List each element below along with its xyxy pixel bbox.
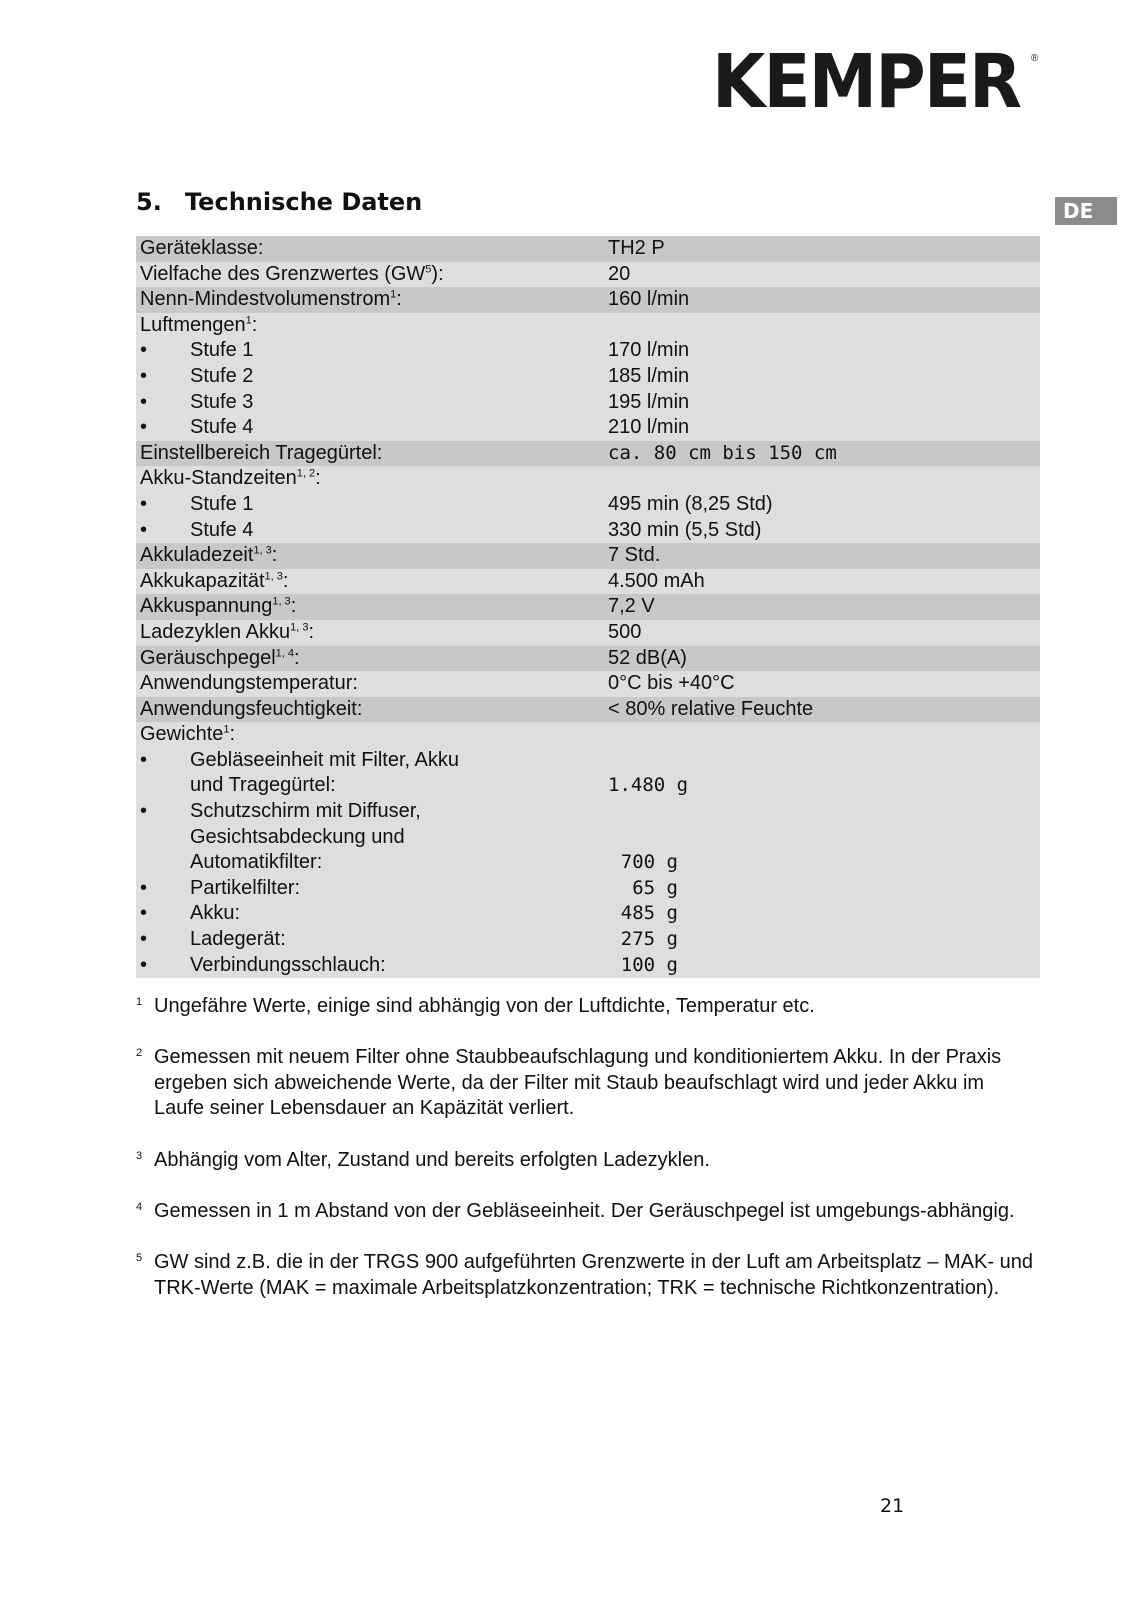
kemper-logo: KEMPER [712, 39, 1021, 125]
spec-value: 7 Std. [608, 544, 661, 567]
spec-row-anwendungstemperatur [136, 671, 1040, 697]
spec-subrow [136, 901, 1040, 927]
bullet: • [140, 339, 148, 362]
spec-sublabel: Schutzschirm mit Diffuser, [190, 800, 421, 823]
spec-value: 700 g [620, 851, 678, 874]
spec-row-luftmengen [136, 313, 1040, 339]
bullet: • [140, 518, 148, 541]
spec-row-geraeteklasse [136, 236, 1040, 262]
footnote-mark: 4 [136, 1200, 143, 1213]
footnote-mark: 1 [136, 996, 143, 1008]
footnote [136, 1199, 1036, 1225]
spec-value: 170 l/min [608, 339, 690, 362]
spec-value: 330 min (5,5 Std) [608, 518, 762, 541]
bullet: • [140, 390, 148, 413]
bullet: • [140, 492, 148, 515]
spec-value: 495 min (8,25 Std) [608, 492, 773, 515]
spec-value: 65 g [632, 876, 678, 899]
spec-sublabel: Partikelfilter: [190, 876, 301, 899]
footnote-mark: 5 [136, 1251, 143, 1264]
spec-row-akkukapazitaet [136, 569, 1040, 595]
spec-sublabel: Stufe 1 [190, 339, 254, 362]
spec-row-geraeuschpegel [136, 646, 1040, 672]
spec-subrow [136, 338, 1040, 364]
spec-sublabel: Gebläseeinheit mit Filter, Akku [190, 748, 460, 771]
spec-row-akku-standzeiten [136, 466, 1040, 492]
spec-row-vielfache [136, 262, 1040, 288]
bullet: • [140, 876, 148, 899]
footnote-text: Ungefähre Werte, einige sind abhängig von der Luftdichte, Temperatur etc. [154, 995, 815, 1017]
footnote-text: Gemessen mit neuem Filter ohne Staubbeaufschlagung und konditioniertem Akku. In der Praxis ergeben sich abweichende Werte, da der Filter mit Staub beaufschlagt wird und jeder Akku im Laufe seiner Lebensdauer an Kapäzität verliert. [154, 1046, 1002, 1120]
footnote [136, 1045, 1036, 1122]
footnote-mark: 3 [136, 1149, 143, 1162]
bullet: • [140, 928, 148, 951]
spec-subrow [136, 927, 1040, 953]
spec-subrow [136, 518, 1040, 544]
spec-label: Anwendungstemperatur: [140, 672, 358, 695]
spec-value: ca. 80 cm bis 150 cm [608, 441, 837, 464]
spec-label: Nenn-Mindestvolumenstrom$^1$: [140, 288, 402, 311]
spec-sublabel: und Tragegürtel: [190, 774, 336, 797]
spec-subrow [136, 773, 1040, 799]
bullet: • [140, 748, 148, 771]
spec-value: 20 [608, 262, 631, 285]
spec-subrow [136, 364, 1040, 390]
bullet: • [140, 800, 148, 823]
spec-subrow [136, 492, 1040, 518]
spec-value: 52 dB(A) [608, 646, 687, 669]
section-title-text: Technische Daten [185, 188, 423, 216]
spec-sublabel: Ladegerät: [190, 928, 286, 951]
spec-subrow [136, 850, 1040, 876]
footnote-text: Gemessen in 1 m Abstand von der Gebläseeinheit. Der Geräuschpegel ist umgebungs-abhängig. [154, 1199, 1015, 1222]
spec-value: 485 g [620, 902, 678, 925]
spec-sublabel: Stufe 4 [190, 518, 254, 541]
spec-sublabel: Stufe 4 [190, 416, 254, 439]
bullet: • [140, 902, 148, 925]
spec-value: 500 [608, 620, 642, 643]
spec-value: TH2 P [608, 237, 665, 259]
spec-sublabel: Gesichtsabdeckung und [190, 825, 405, 848]
spec-label: Einstellbereich Tragegürtel: [140, 441, 383, 464]
footnote-mark: 2 [136, 1047, 143, 1060]
spec-subrow [136, 825, 1040, 851]
spec-label: Akkuladezeit$^{1, 3}$: [140, 544, 278, 567]
bullet: • [140, 364, 148, 387]
section-number: 5. [136, 188, 162, 216]
spec-sublabel: Stufe 3 [190, 390, 254, 413]
spec-value: 0°C bis +40°C [608, 672, 735, 695]
footnotes [136, 994, 1036, 1327]
spec-value: 185 l/min [608, 364, 690, 387]
spec-row-anwendungsfeuchtigkeit [136, 697, 1040, 723]
spec-label: Geräuschpegel$^{1, 4}$: [140, 646, 300, 669]
spec-value: 100 g [620, 953, 678, 976]
spec-value: 275 g [620, 928, 678, 951]
spec-label: Geräteklasse: [140, 237, 264, 259]
spec-label: Akku-Standzeiten$^{1, 2}$: [140, 467, 321, 490]
section-title [136, 190, 422, 214]
spec-subrow [136, 799, 1040, 825]
spec-subrow [136, 876, 1040, 902]
spec-sublabel: Stufe 1 [190, 492, 254, 515]
footnote [136, 1148, 1036, 1174]
spec-label: Luftmengen$^1$: [140, 313, 258, 336]
spec-row-einstellbereich [136, 441, 1040, 467]
footnote [136, 994, 1036, 1020]
footnote-text: GW sind z.B. die in der TRGS 900 aufgeführten Grenzwerte in der Luft am Arbeitsplatz – MAK- und TRK-Werte (MAK = maximale Arbeitsplatzkonzentration; TRK = technische Richtkonzentration). [154, 1250, 1033, 1299]
spec-label: Anwendungsfeuchtigkeit: [140, 697, 363, 720]
spec-value: 195 l/min [608, 390, 690, 413]
spec-label: Vielfache des Grenzwertes $(GW^5)$: [140, 262, 444, 285]
spec-value: < 80% relative Feuchte [608, 697, 814, 720]
spec-label: Ladezyklen Akku$^{1, 3}$: [140, 620, 315, 643]
spec-label: Akkuspannung$^{1, 3}$: [140, 595, 297, 618]
spec-sublabel: Akku: [190, 902, 241, 925]
spec-subrow [136, 953, 1040, 979]
spec-row-akkuladezeit [136, 543, 1040, 569]
language-badge: DE [1055, 197, 1117, 225]
spec-row-gewichte [136, 722, 1040, 748]
spec-row-nenn [136, 287, 1040, 313]
technical-data-table [136, 236, 1040, 978]
spec-subrow [136, 390, 1040, 416]
spec-sublabel: Automatikfilter: [190, 851, 323, 874]
bullet: • [140, 416, 148, 439]
spec-row-ladezyklen [136, 620, 1040, 646]
spec-subrow [136, 415, 1040, 441]
spec-row-akkuspannung [136, 594, 1040, 620]
spec-value: 1.480 g [608, 774, 689, 797]
spec-label: Gewichte$^1$: [140, 723, 236, 746]
spec-value: 210 l/min [608, 416, 690, 439]
spec-label: Akkukapazität$^{1, 3}$: [140, 569, 289, 592]
spec-sublabel: Verbindungsschlauch: [190, 953, 386, 976]
spec-subrow [136, 748, 1040, 774]
registered-mark: ® [1031, 53, 1039, 64]
footnote-text: Abhängig vom Alter, Zustand und bereits erfolgten Ladezyklen. [154, 1148, 710, 1171]
spec-value: 4.500 mAh [608, 569, 705, 592]
spec-sublabel: Stufe 2 [190, 364, 254, 387]
page-number: 21 [880, 1495, 905, 1517]
spec-value: 7,2 V [608, 595, 655, 618]
footnote [136, 1250, 1036, 1301]
bullet: • [140, 953, 148, 976]
spec-value: 160 l/min [608, 288, 690, 311]
